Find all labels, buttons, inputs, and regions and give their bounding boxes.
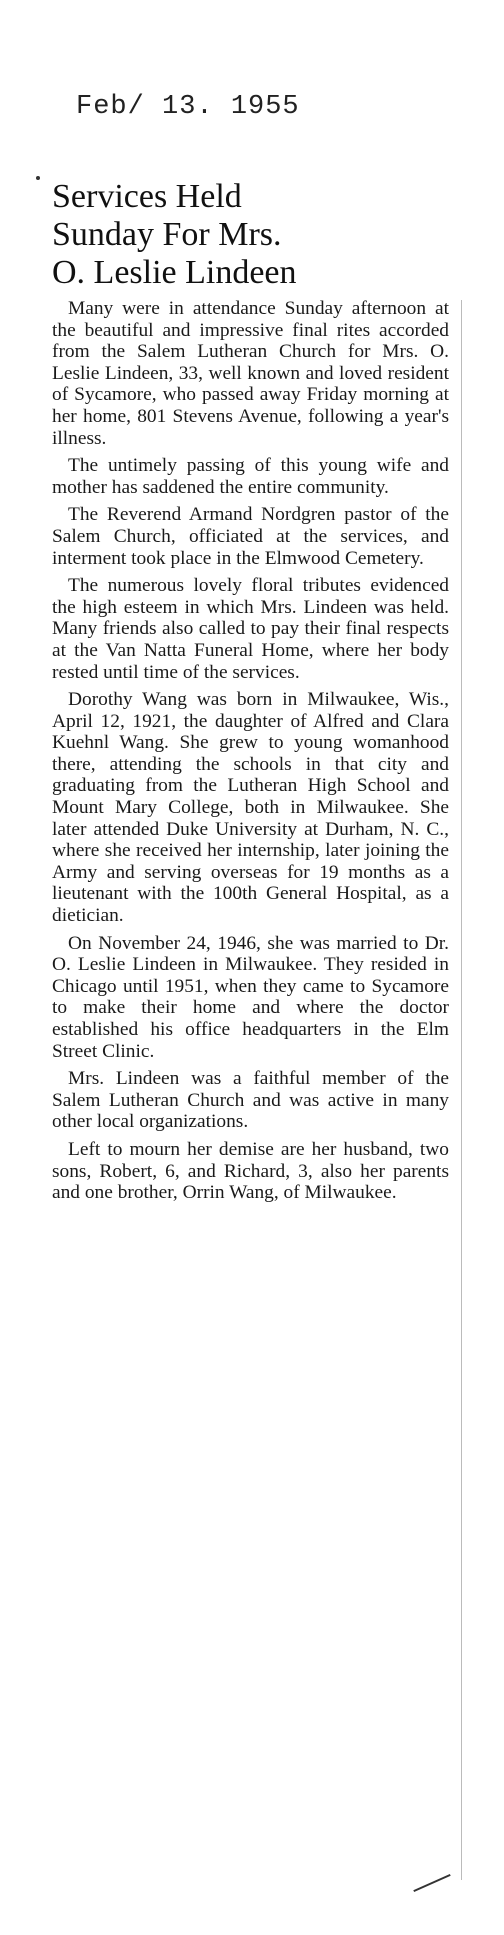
paragraph-8: Left to mourn her demise are her husband, two sons, Robert, 6, and Richard, 3, also her parents and one brother, Orrin Wang, of Milwaukee. (52, 1138, 449, 1204)
date-stamp: Feb/ 13. 1955 (76, 92, 300, 122)
paragraph-5: Dorothy Wang was born in Milwaukee, Wis., April 12, 1921, the daughter of Alfred and Clara Kuehnl Wang. She grew to young womanhood there, attending the schools in that city and graduating from the Lutheran High School and Mount Mary College, both in Milwaukee. She later attended Duke University at Durham, N. C., where she received her internship, later joining the Army and serving overseas for 19 months as a lieutenant with the 100th General Hospital, as a dietician. (52, 689, 449, 927)
article-body (48, 298, 453, 1204)
paragraph-7: Mrs. Lindeen was a faithful member of the Salem Lutheran Church and was active in many other local organizations. (52, 1068, 449, 1133)
newspaper-clipping (48, 178, 453, 1210)
ink-dot (36, 176, 40, 180)
paragraph-4: The numerous lovely floral tributes evidenced the high esteem in which Mrs. Lindeen was held. Many friends also called to pay their final respects at the Van Natta Funeral Home, where her body rested until time of the services. (52, 575, 449, 683)
paragraph-3: The Reverend Armand Nordgren pastor of the Salem Church, officiated at the services, and interment took place in the Elmwood Cemetery. (52, 504, 449, 569)
pen-check-mark (413, 1874, 450, 1892)
clipping-edge-line (461, 300, 462, 1880)
paragraph-6: On November 24, 1946, she was married to Dr. O. Leslie Lindeen in Milwaukee. They resided in Chicago until 1951, when they came to Sycamore to make their home and where the doctor established his office headquarters in the Elm Street Clinic. (52, 932, 449, 1062)
paragraph-2: The untimely passing of this young wife and mother has saddened the entire community. (52, 455, 449, 498)
headline (52, 178, 453, 292)
headline-line-3: O. Leslie Lindeen (52, 254, 297, 291)
headline-line-1: Services Held (52, 178, 242, 215)
headline-line-2: Sunday For Mrs. (52, 216, 282, 253)
paragraph-1: Many were in attendance Sunday afternoon at the beautiful and impressive final rites accorded from the Salem Lutheran Church for Mrs. O. Leslie Lindeen, 33, well known and loved resident of Sycamore, who passed away Friday morning at her home, 801 Stevens Avenue, following a year's illness. (52, 298, 449, 449)
